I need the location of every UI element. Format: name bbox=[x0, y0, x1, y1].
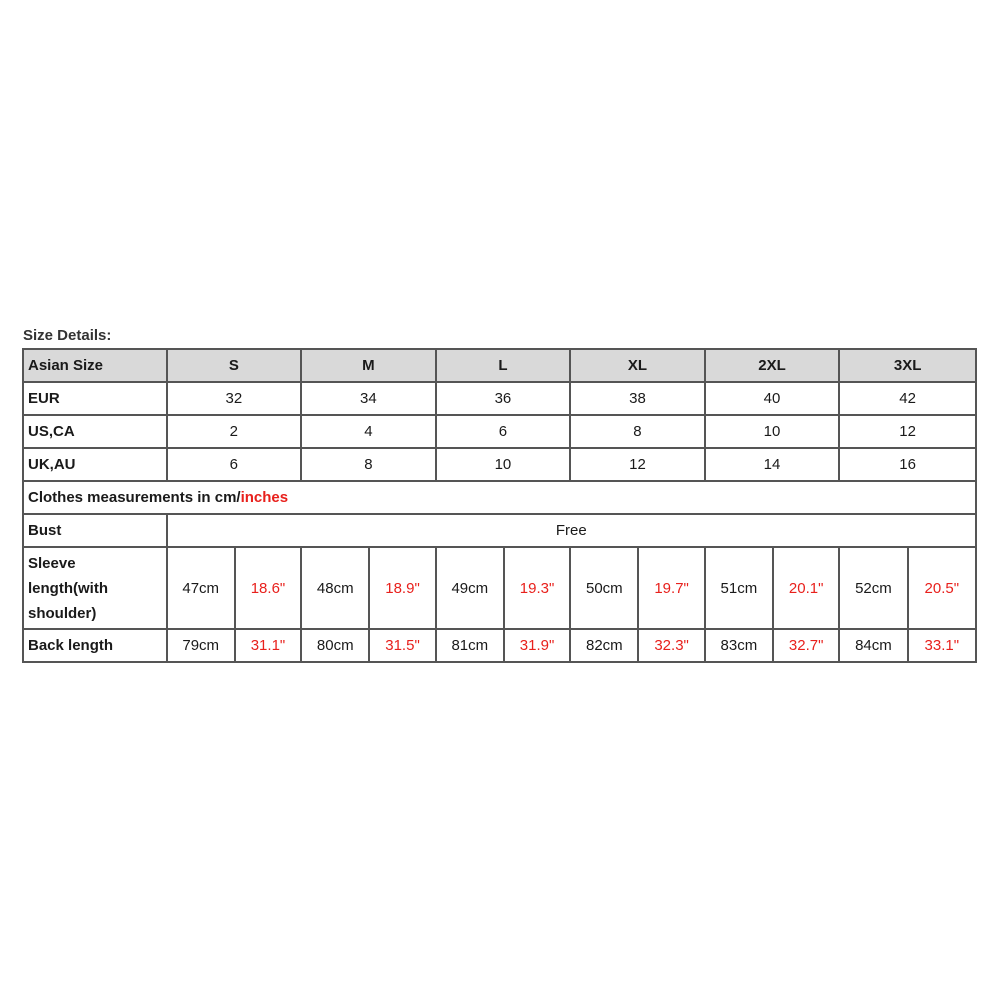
inch-cell: 33.1" bbox=[908, 629, 976, 662]
table-cell: 32 bbox=[167, 382, 302, 415]
inch-cell: 32.7" bbox=[773, 629, 839, 662]
table-caption: Size Details: bbox=[23, 327, 112, 344]
table-cell: 12 bbox=[570, 448, 705, 481]
header-label: Asian Size bbox=[23, 349, 167, 382]
cm-cell: 47cm bbox=[167, 547, 235, 629]
cm-cell: 52cm bbox=[839, 547, 907, 629]
row-label-line: Sleeve bbox=[28, 554, 76, 572]
table-cell: 4 bbox=[301, 415, 436, 448]
cm-cell: 79cm bbox=[167, 629, 235, 662]
table-cell: 42 bbox=[839, 382, 976, 415]
inch-cell: 18.9" bbox=[369, 547, 435, 629]
us-ca-row bbox=[23, 415, 976, 448]
table-cell: 8 bbox=[570, 415, 705, 448]
table-cell: 40 bbox=[705, 382, 840, 415]
inch-cell: 19.3" bbox=[504, 547, 570, 629]
table-cell: 14 bbox=[705, 448, 840, 481]
table-cell: 10 bbox=[705, 415, 840, 448]
measurements-section-row bbox=[23, 481, 976, 514]
table-cell: 6 bbox=[167, 448, 302, 481]
size-header-xl: XL bbox=[570, 349, 705, 382]
size-header-2xl: 2XL bbox=[705, 349, 840, 382]
table-cell: 2 bbox=[167, 415, 302, 448]
table-cell: 36 bbox=[436, 382, 571, 415]
size-header-m: M bbox=[301, 349, 436, 382]
cm-cell: 49cm bbox=[436, 547, 504, 629]
row-label: Bust bbox=[23, 514, 167, 547]
table-cell: 34 bbox=[301, 382, 436, 415]
size-chart-table bbox=[22, 348, 977, 663]
inch-cell: 32.3" bbox=[638, 629, 704, 662]
bust-value: Free bbox=[167, 514, 976, 547]
cm-cell: 48cm bbox=[301, 547, 369, 629]
row-label: UK,AU bbox=[23, 448, 167, 481]
size-header-s: S bbox=[167, 349, 302, 382]
inch-cell: 31.5" bbox=[369, 629, 435, 662]
section-heading bbox=[23, 481, 976, 514]
uk-au-row bbox=[23, 448, 976, 481]
sleeve-length-row bbox=[23, 547, 976, 629]
table-cell: 38 bbox=[570, 382, 705, 415]
bust-row bbox=[23, 514, 976, 547]
inch-cell: 31.9" bbox=[504, 629, 570, 662]
cm-cell: 81cm bbox=[436, 629, 504, 662]
inch-cell: 19.7" bbox=[638, 547, 704, 629]
inch-cell: 31.1" bbox=[235, 629, 301, 662]
inch-cell: 20.1" bbox=[773, 547, 839, 629]
cm-cell: 51cm bbox=[705, 547, 773, 629]
table-cell: 16 bbox=[839, 448, 976, 481]
row-label-line: length(with bbox=[28, 579, 108, 597]
table-cell: 12 bbox=[839, 415, 976, 448]
row-label: Back length bbox=[23, 629, 167, 662]
row-label-line: shoulder) bbox=[28, 604, 97, 622]
eur-row bbox=[23, 382, 976, 415]
row-label bbox=[23, 547, 167, 629]
size-header-l: L bbox=[436, 349, 571, 382]
row-label: EUR bbox=[23, 382, 167, 415]
inch-cell: 20.5" bbox=[908, 547, 976, 629]
back-length-row bbox=[23, 629, 976, 662]
section-heading-inches: inches bbox=[240, 489, 289, 506]
cm-cell: 84cm bbox=[839, 629, 907, 662]
cm-cell: 50cm bbox=[570, 547, 638, 629]
cm-cell: 83cm bbox=[705, 629, 773, 662]
size-header-3xl: 3XL bbox=[839, 349, 976, 382]
cm-cell: 82cm bbox=[570, 629, 638, 662]
table-cell: 6 bbox=[436, 415, 571, 448]
cm-cell: 80cm bbox=[301, 629, 369, 662]
table-cell: 10 bbox=[436, 448, 571, 481]
table-cell: 8 bbox=[301, 448, 436, 481]
row-label: US,CA bbox=[23, 415, 167, 448]
section-heading-prefix: Clothes measurements in cm/ bbox=[28, 489, 241, 506]
inch-cell: 18.6" bbox=[235, 547, 301, 629]
header-row bbox=[23, 349, 976, 382]
